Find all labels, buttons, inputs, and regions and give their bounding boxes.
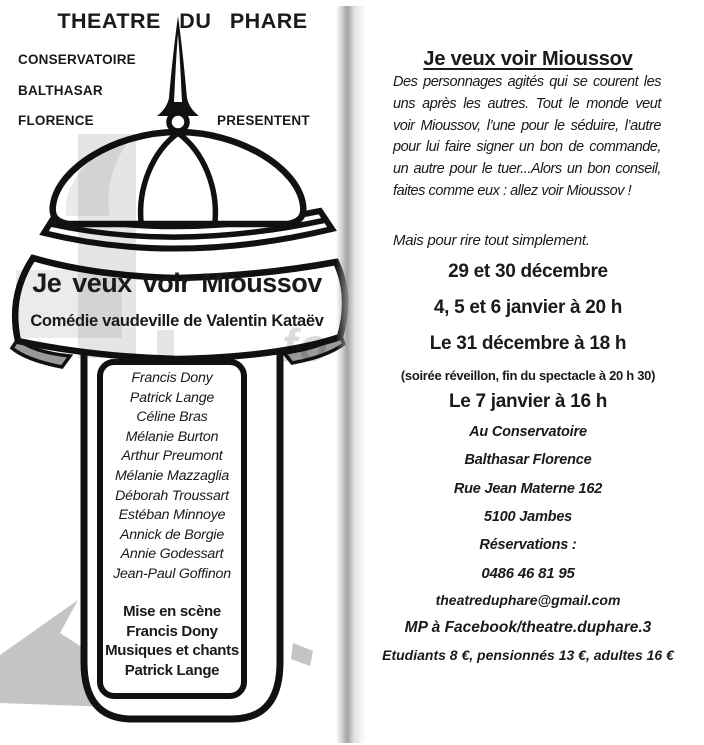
presenter-line-conservatoire: CONSERVATOIRE (18, 52, 136, 67)
tagline: Mais pour rire tout simplement. (393, 232, 590, 249)
page-fold-shadow (336, 6, 366, 743)
venue-name-2: Balthasar Florence (464, 452, 592, 468)
watermark-text: fo (282, 319, 330, 371)
venue-street: Rue Jean Materne 162 (453, 481, 603, 497)
cast-member: Déborah Troussart (115, 487, 229, 504)
date-note: (soirée réveillon, fin du spectacle à 20 h 30) (400, 368, 656, 383)
cast-member: Céline Bras (136, 409, 208, 426)
cast-member: Arthur Preumont (121, 448, 223, 465)
cast-list (102, 369, 242, 585)
facebook-contact: MP à Facebook/theatre.duphare.3 (404, 619, 652, 636)
show-title-banner: Je veux voir Mioussov (32, 268, 322, 298)
page-title: Je veux voir Mioussov (423, 48, 633, 70)
ground-shadow-right (291, 643, 313, 666)
presenter-line-balthasar: BALTHASAR (18, 83, 103, 98)
cast-member: Francis Dony (131, 370, 213, 386)
date-line-4: Le 7 janvier à 16 h (449, 391, 607, 412)
date-line-1: 29 et 30 décembre (448, 261, 608, 282)
venue-name: Au Conservatoire (469, 424, 587, 440)
crew-role: Mise en scène (123, 603, 221, 620)
cast-member: Mélanie Mazzaglia (114, 467, 230, 484)
crew-list (100, 602, 244, 680)
cast-member: Mélanie Burton (125, 428, 219, 445)
email-address: theatreduphare@gmail.com (435, 592, 621, 608)
phone-number: 0486 46 81 95 (481, 565, 575, 582)
date-line-3: Le 31 décembre à 18 h (429, 333, 627, 354)
company-title: THEATRE DU PHARE (57, 9, 308, 33)
show-subtitle: Comédie vaudeville de Valentin Kataëv (30, 312, 324, 330)
spire-ball (169, 113, 187, 131)
cast-member: Estéban Minnoye (118, 507, 226, 524)
cast-member: Jean-Paul Goffinon (113, 565, 231, 582)
reservations-label: Réservations : (479, 537, 577, 553)
ticket-pricing: Etudiants 8 €, pensionnés 13 €, adultes 16 € (382, 647, 674, 663)
cast-member: Annick de Borgie (119, 526, 225, 543)
synopsis-paragraph: Des personnages agités qui se courent les uns après les autres. Tout le monde veut voir Mioussov, l’une pour le séduire, l’autre pour lui faire signer un bon de commande, un autre pour le tuer...Alors un bon conseil, faites comme eux : allez voir Mioussov ! (393, 74, 661, 199)
date-line-2: 4, 5 et 6 janvier à 20 h (433, 297, 623, 318)
presenter-line-florence: FLORENCE (18, 113, 94, 128)
cast-member: Annie Godessart (120, 546, 224, 563)
spire-shadow-column-lower (157, 330, 174, 358)
crew-name: Francis Dony (126, 622, 218, 640)
crew-name: Patrick Lange (124, 661, 220, 679)
crew-role: Musiques et chants (105, 642, 239, 660)
cast-member: Patrick Lange (129, 389, 215, 406)
venue-city: 5100 Jambes (483, 509, 573, 525)
present-label: PRESENTENT (217, 113, 310, 128)
